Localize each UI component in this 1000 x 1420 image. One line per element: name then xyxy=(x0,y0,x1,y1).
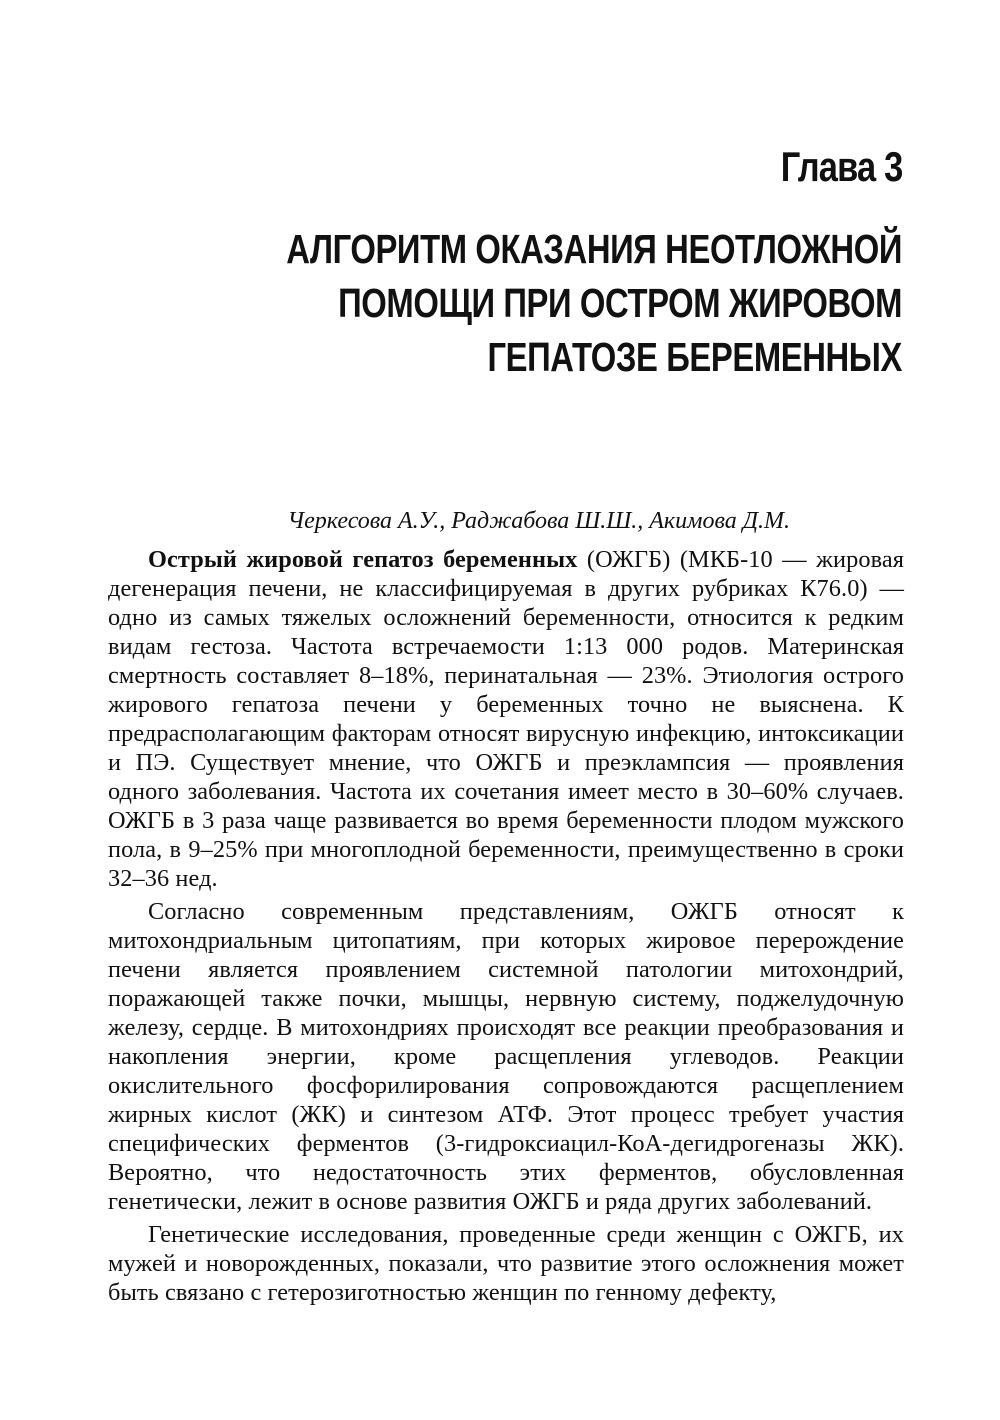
paragraph xyxy=(108,545,904,893)
paragraph-text: Согласно современным представлениям, ОЖГБ относят к митохондриальным цитопатиям, при которых жировое перерождение печени является проявлением системной патологии митохондрий, поражающей также почки, мышцы, нервную систему, поджелудочную железу, сердце. В митохондриях происходят все реакции преобразования и накопления энергии, кроме расщепления углеводов. Реакции окислительного фосфорилирования сопровождаются расщеплением жирных кислот (ЖК) и синтезом АТФ. Этот процесс требует участия специфических ферментов (3-гидроксиацил-КоА-дегидрогеназы ЖК). Вероятно, что недостаточность этих ферментов, обусловленная генетически, лежит в основе развития ОЖГБ и ряда других заболеваний. xyxy=(108,898,904,1215)
body-text xyxy=(108,545,904,1311)
chapter-title-line: АЛГОРИТМ ОКАЗАНИЯ НЕОТЛОЖНОЙ xyxy=(286,226,902,272)
paragraph xyxy=(108,1220,904,1307)
chapter-title-line: ГЕПАТОЗЕ БЕРЕМЕННЫХ xyxy=(487,334,902,380)
paragraph-text: Генетические исследования, проведенные среди женщин с ОЖГБ, их мужей и новорожденных, показали, что развитие этого осложнения может быть связано с гетерозиготностью женщин по генному дефекту, xyxy=(108,1221,904,1306)
chapter-number: Глава 3 xyxy=(780,143,902,190)
authors-line: Черкесова А.У., Раджабова Ш.Ш., Акимова Д.М. xyxy=(287,508,790,534)
chapter-title xyxy=(2,222,902,384)
paragraph xyxy=(108,897,904,1216)
term-bold: Острый жировой гепатоз беременных xyxy=(148,546,578,573)
paragraph-text: (ОЖГБ) (МКБ-10 — жировая дегенерация печени, не классифицируемая в других рубриках К76.0) — одно из самых тяжелых осложнений беременности, относится к редким видам гестоза. Частота встречаемости 1:13 000 родов. Материнская смертность составляет 8–18%, перинатальная — 23%. Этиология острого жирового гепатоза печени у беременных точно не выяснена. К предрасполагающим факторам относят вирусную инфекцию, интоксикации и ПЭ. Существует мнение, что ОЖГБ и преэклампсия — проявления одного заболевания. Частота их сочетания имеет место в 30–60% случаев. ОЖГБ в 3 раза чаще развивается во время беременности плодом мужского пола, в 9–25% при многоплодной беременности, преимущественно в сроки 32–36 нед. xyxy=(108,546,904,892)
chapter-title-line: ПОМОЩИ ПРИ ОСТРОМ ЖИРОВОМ xyxy=(338,280,902,326)
